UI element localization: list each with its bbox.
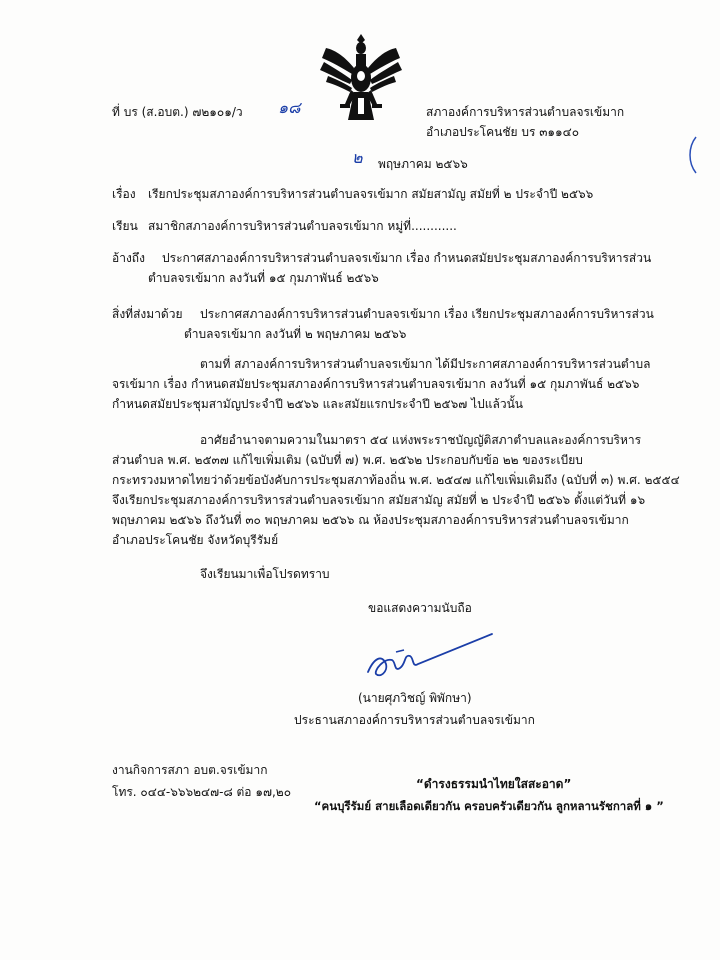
- signatory-name: (นายศุภวิชญ์ พิพักษา): [358, 691, 472, 705]
- enclosure-line: ตำบลจรเข้มาก ลงวันที่ ๒ พฤษภาคม ๒๕๖๖: [184, 327, 407, 341]
- closing-request: จึงเรียนมาเพื่อโปรดทราบ: [200, 567, 330, 581]
- enclosure-label: สิ่งที่ส่งมาด้วย: [112, 307, 183, 321]
- body-line: พฤษภาคม ๒๕๖๖ ถึงวันที่ ๓๐ พฤษภาคม ๒๕๖๖ ณ ห้องประชุมสภาองค์การบริหารส่วนตำบลจรเข้มาก: [112, 513, 629, 527]
- letter-date: พฤษภาคม ๒๕๖๖: [378, 157, 468, 171]
- footer-department: งานกิจการสภา อบต.จรเข้มาก: [112, 763, 268, 777]
- enclosure-line: ประกาศสภาองค์การบริหารส่วนตำบลจรเข้มาก เรื่อง เรียกประชุมสภาองค์การบริหารส่วน: [200, 307, 654, 321]
- date-day-handwritten: ๒: [352, 148, 363, 167]
- organization-address: อำเภอประโคนชัย บร ๓๑๑๔๐: [426, 125, 580, 139]
- body-line: ส่วนตำบล พ.ศ. ๒๕๓๗ แก้ไขเพิ่มเติม (ฉบับที่ ๗) พ.ศ. ๒๕๖๒ ประกอบกับข้อ ๒๒ ของระเบียบ: [112, 453, 583, 467]
- organization-name: สภาองค์การบริหารส่วนตำบลจรเข้มาก: [426, 105, 625, 119]
- body-line: อำเภอประโคนชัย จังหวัดบุรีรัมย์: [112, 533, 279, 547]
- pen-mark-icon: [684, 135, 704, 175]
- closing-phrase: ขอแสดงความนับถือ: [368, 601, 472, 615]
- salutation-text: สมาชิกสภาองค์การบริหารส่วนตำบลจรเข้มาก หมู่ที่............: [148, 219, 457, 233]
- subject-label: เรื่อง: [112, 187, 136, 201]
- garuda-emblem-icon: [318, 28, 404, 124]
- body-line: อาศัยอำนาจตามความในมาตรา ๕๔ แห่งพระราชบัญญัติสภาตำบลและองค์การบริหาร: [200, 433, 642, 447]
- reference-line: ประกาศสภาองค์การบริหารส่วนตำบลจรเข้มาก เรื่อง กำหนดสมัยประชุมสภาองค์การบริหารส่วน: [162, 251, 652, 265]
- reference-line: ตำบลจรเข้มาก ลงวันที่ ๑๕ กุมภาพันธ์ ๒๕๖๖: [148, 271, 379, 285]
- body-line: กำหนดสมัยประชุมสามัญประจำปี ๒๕๖๖ และสมัยแรกประจำปี ๒๕๖๗ ไปแล้วนั้น: [112, 397, 523, 411]
- body-line: กระทรวงมหาดไทยว่าด้วยข้อบังคับการประชุมสภาท้องถิ่น พ.ศ. ๒๕๔๗ แก้ไขเพิ่มเติมถึง (ฉบับที่ ๓) พ.ศ. ๒๕๕๔: [112, 473, 680, 487]
- reference-number: ที่ บร (ส.อบต.) ๗๒๑๐๑/ว: [112, 105, 243, 119]
- handwritten-signature-icon: [360, 628, 500, 688]
- body-line: จึงเรียกประชุมสภาองค์การบริหารส่วนตำบลจรเข้มาก สมัยสามัญ สมัยที่ ๒ ประจำปี ๒๕๖๖ ตั้งแต่วันที่ ๑๖: [112, 493, 646, 507]
- reference-number-handwritten: ๑๘: [278, 98, 301, 117]
- salutation-label: เรียน: [112, 219, 138, 233]
- reference-label: อ้างถึง: [112, 251, 145, 265]
- signatory-position: ประธานสภาองค์การบริหารส่วนตำบลจรเข้มาก: [294, 713, 535, 727]
- footer-slogan: “ดำรงธรรมนำไทยใสสะอาด”: [416, 777, 572, 791]
- body-line: จรเข้มาก เรื่อง กำหนดสมัยประชุมสภาองค์การบริหารส่วนตำบลจรเข้มาก ลงวันที่ ๑๕ กุมภาพันธ์ ๒๕๖๖: [112, 377, 640, 391]
- body-line: ตามที่ สภาองค์การบริหารส่วนตำบลจรเข้มาก ได้มีประกาศสภาองค์การบริหารส่วนตำบล: [200, 357, 651, 371]
- footer-phone: โทร. ๐๔๔-๖๖๖๒๔๗-๘ ต่อ ๑๗,๒๐: [112, 785, 292, 799]
- subject-text: เรียกประชุมสภาองค์การบริหารส่วนตำบลจรเข้มาก สมัยสามัญ สมัยที่ ๒ ประจำปี ๒๕๖๖: [148, 187, 594, 201]
- footer-slogan: “คนบุรีรัมย์ สายเลือดเดียวกัน ครอบครัวเดียวกัน ลูกหลานรัชกาลที่ ๑ ”: [314, 799, 664, 813]
